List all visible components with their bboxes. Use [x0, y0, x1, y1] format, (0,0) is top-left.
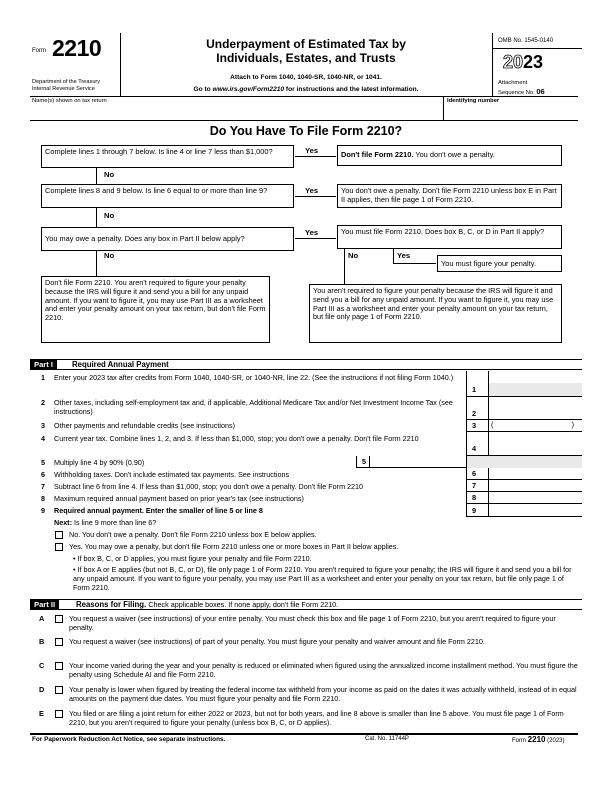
- reason-a-text: You request a waiver (see instructions) of your entire penalty. You must check this box and file page 1 of Form 2210, but you aren't required to figure your penalty.: [69, 614, 556, 632]
- form-title-line2: Individuals, Estates, and Trusts: [216, 51, 396, 65]
- bullet-2-text: If box A or E applies (but not B, C, or D), file only page 1 of Form 2210. You aren't required to figure your penalty; the IRS will figure it and send you a bill for any unpaid amount. If you want to figure your penalty, you may use Part III as a worksheet and enter your penalty on your tax return, but file only page 1 of Form 2210.: [73, 565, 572, 592]
- next-no-checkbox[interactable]: [55, 531, 63, 539]
- line-6-number: 6: [41, 470, 45, 479]
- name-label: Name(s) shown on tax return: [32, 98, 107, 104]
- tax-year-bold: 23: [523, 52, 544, 72]
- line-3-amount[interactable]: [488, 420, 582, 432]
- footer-form-label: Form: [512, 738, 526, 744]
- flow-result-4: You must figure your penalty.: [437, 255, 562, 272]
- tax-year: [503, 52, 543, 74]
- part2-header: [30, 599, 582, 610]
- attachment-label: Attachment: [498, 80, 528, 86]
- line-2-box-number: 2: [466, 408, 488, 420]
- line-7-number: 7: [41, 482, 45, 491]
- reason-d-letter: D: [39, 685, 45, 694]
- line-8-number: 8: [41, 494, 45, 503]
- reason-e-letter: E: [39, 709, 44, 718]
- flow-result-1-bold: Don't file Form 2210.: [341, 150, 414, 159]
- goto-suffix: for instructions and the latest information.: [284, 86, 419, 93]
- part1-tag: Part I: [30, 360, 57, 369]
- next-text: Is line 9 more than line 6?: [73, 518, 157, 527]
- reason-c-checkbox[interactable]: [55, 662, 63, 670]
- line-9-amount[interactable]: [488, 504, 582, 517]
- line-1-number: 1: [41, 373, 45, 382]
- footer-form-number: 2210: [527, 735, 546, 744]
- footer-form-id: [512, 735, 564, 745]
- goto-instruction: [120, 86, 492, 94]
- line-9-text: Required annual payment. Enter the smaller of line 5 or line 8: [54, 506, 263, 515]
- line-4-text: Current year tax. Combine lines 1, 2, and 3. If less than $1,000, stop; you don't owe a penalty. Don't file Form 2210: [54, 434, 419, 443]
- flow-no-label: No: [104, 251, 115, 260]
- reason-c-letter: C: [39, 661, 45, 670]
- flow-result-1-text: You don't owe a penalty.: [413, 150, 495, 159]
- name-field[interactable]: [30, 104, 443, 120]
- form-title-line1: Underpayment of Estimated Tax by: [206, 37, 406, 51]
- part1-header: [30, 359, 582, 370]
- paperwork-notice: For Paperwork Reduction Act Notice, see separate instructions.: [32, 736, 226, 743]
- line-4-number: 4: [41, 434, 45, 443]
- flow-yes-label: Yes: [397, 251, 411, 260]
- reason-b-checkbox[interactable]: [55, 638, 63, 646]
- dept-treasury: Department of the Treasury: [32, 79, 101, 85]
- form-number: 2210: [52, 35, 102, 61]
- flow-yes-label: Yes: [305, 186, 319, 195]
- attach-instruction: Attach to Form 1040, 1040-SR, 1040-NR, or 1041.: [230, 74, 382, 81]
- line-3-box-number: 3: [466, 420, 488, 432]
- line-8-text: Maximum required annual payment based on prior year's tax (see instructions): [54, 494, 304, 503]
- part2-subtitle: Check applicable boxes. If none apply, don't file Form 2210.: [148, 600, 339, 609]
- footer-form-year: (2023): [547, 738, 565, 744]
- flow-result-no-3: [41, 276, 270, 343]
- paren-close: ): [571, 420, 574, 429]
- bullet-2: • If box A or E applies (but not B, C, or D), file only page 1 of Form 2210. You aren't required to figure your penalty; the IRS will figure it and send you a bill for any unpaid amount. If you want to figure your penalty, you may use Part III as a worksheet and enter your penalty on your tax return, but file only page 1 of Form 2210.: [73, 565, 572, 592]
- identifying-number-field[interactable]: [444, 104, 582, 120]
- line-6-amount[interactable]: [488, 468, 582, 480]
- flow-no-label: No: [104, 170, 115, 179]
- line-8-amount[interactable]: [488, 492, 582, 504]
- paren-open: (: [491, 420, 494, 429]
- line-2-amount[interactable]: [488, 408, 582, 420]
- flow-result-1: [337, 145, 562, 166]
- line-3-number: 3: [41, 421, 45, 430]
- line-5-shade: [467, 456, 582, 468]
- goto-prefix: Go to: [193, 86, 213, 93]
- flow-result-no-3-text: Don't file Form 2210. You aren't required to figure your penalty because the IRS will figure it and send you a bill for any unpaid amount. If you want to figure it, you may use Part III as a worksheet and enter your penalty amount on your tax return, but don't file Form 2210.: [45, 278, 266, 322]
- flow-no-label: No: [348, 251, 359, 260]
- reason-a-checkbox[interactable]: [55, 615, 63, 623]
- tax-year-outline: 20: [503, 52, 524, 72]
- irs-label: Internal Revenue Service: [32, 86, 95, 92]
- flow-question-3: You may owe a penalty. Does any box in Part II below apply?: [41, 227, 294, 251]
- next-yes-checkbox[interactable]: [55, 543, 63, 551]
- line-5-box-number: 5: [356, 456, 369, 468]
- flow-question-2: Complete lines 8 and 9 below. Is line 6 equal to or more than line 9?: [41, 184, 294, 208]
- line-2-number: 2: [41, 398, 45, 407]
- line-9-box-number: 9: [466, 504, 488, 517]
- goto-url: www.irs.gov/Form2210: [212, 86, 285, 93]
- reason-d-text: Your penalty is lower when figured by treating the federal income tax withheld from your income as paid on the dates it was actually withheld, instead of in equal amounts on the payment due dates. You must figure your penalty and file Form 2210.: [69, 685, 577, 703]
- catalog-number: Cat. No. 11744P: [365, 736, 409, 742]
- line-1-text: Enter your 2023 tax after credits from Form 1040, 1040-SR, or 1040-NR, line 22. (See the instructions if not filing Form 1040.): [54, 373, 454, 382]
- reason-b-letter: B: [39, 637, 45, 646]
- sequence-text: Sequence No.: [498, 90, 535, 96]
- bullet-1: • If box B, C, or D applies, you must figure your penalty and file Form 2210.: [73, 554, 312, 563]
- next-label: Next:: [54, 518, 72, 527]
- flow-result-2: You don't owe a penalty. Don't file Form 2210 unless box E in Part II applies, then file page 1 of Form 2210.: [337, 184, 562, 208]
- part1-title: Required Annual Payment: [72, 360, 169, 369]
- line-3-text: Other payments and refundable credits (see instructions): [54, 421, 235, 430]
- line-6-text: Withholding taxes. Don't include estimated tax payments. See instructions: [54, 470, 290, 479]
- sequence-number: 06: [536, 87, 545, 96]
- flow-result-no-4-text: You aren't required to figure your penalty because the IRS will figure it and send you a bill for any unpaid amount. If you want to figure it, you may use Part III as a worksheet and enter your penalty amount on your tax return, but file only page 1 of Form 2210.: [313, 286, 554, 322]
- bullet-1-text: If box B, C, or D applies, you must figure your penalty and file Form 2210.: [77, 554, 312, 563]
- omb-number: OMB No. 1545-0140: [498, 38, 554, 44]
- line-4-box-number: 4: [466, 432, 488, 456]
- line-5-number: 5: [41, 458, 45, 467]
- next-question: [54, 519, 156, 528]
- flow-no-label: No: [104, 211, 115, 220]
- flow-question-1: Complete lines 1 through 7 below. Is line 4 or line 7 less than $1,000?: [41, 145, 294, 168]
- line-4-amount[interactable]: [488, 432, 582, 456]
- line-8-box-number: 8: [466, 492, 488, 504]
- flow-result-no-4: [309, 284, 562, 343]
- line-9-number: 9: [41, 506, 45, 515]
- part2-title: [76, 600, 338, 609]
- form-label: Form: [32, 48, 46, 54]
- line-5-text: Multiply line 4 by 90% (0.90): [54, 458, 145, 467]
- reason-d-checkbox[interactable]: [55, 686, 63, 694]
- reason-a-letter: A: [39, 614, 45, 623]
- part2-title-bold: Reasons for Filing.: [76, 600, 147, 609]
- reason-b-text: You request a waiver (see instructions) of part of your penalty. You must figure your penalty and waiver amount and file Form 2210.: [69, 637, 485, 646]
- flow-heading: Do You Have To File Form 2210?: [209, 124, 403, 138]
- identifying-number-label: Identifying number: [447, 98, 500, 104]
- flow-yes-label: Yes: [305, 146, 319, 155]
- line-5-amount[interactable]: [369, 456, 466, 468]
- line-2-text: Other taxes, including self-employment tax and, if applicable, Additional Medicare Tax and/or Net Investment Income Tax (see instructions): [54, 398, 453, 416]
- line-7-text: Subtract line 6 from line 4. If less than $1,000, stop; you don't owe a penalty. Don't file Form 2210: [54, 482, 364, 491]
- line-6-box-number: 6: [466, 468, 488, 480]
- reason-c-text: Your income varied during the year and your penalty is reduced or eliminated when figured using the annualized income installment method. You must figure the penalty using Schedule AI and file Form 2210.: [69, 661, 578, 679]
- line-7-box-number: 7: [466, 480, 488, 492]
- line-1-amount[interactable]: [488, 383, 582, 397]
- flow-yes-label: Yes: [305, 228, 319, 237]
- reason-e-text: You filed or are filing a joint return for either 2022 or 2023, but not for both years, and line 8 above is smaller than line 5 above. You must file page 1 of Form 2210, but you aren't required to figure your penalty (unless box B, C, or D applies).: [69, 709, 564, 727]
- line-7-amount[interactable]: [488, 480, 582, 492]
- flow-result-3: You must file Form 2210. Does box B, C, or D in Part II apply?: [337, 225, 562, 249]
- line-1-box-number: 1: [466, 383, 488, 397]
- reason-e-checkbox[interactable]: [55, 710, 63, 718]
- next-yes-text: Yes. You may owe a penalty, but don't file Form 2210 unless one or more boxes in Part II below applies.: [69, 542, 399, 551]
- part2-tag: Part II: [30, 600, 59, 609]
- next-no-text: No. You don't owe a penalty. Don't file Form 2210 unless box E below applies.: [69, 530, 317, 539]
